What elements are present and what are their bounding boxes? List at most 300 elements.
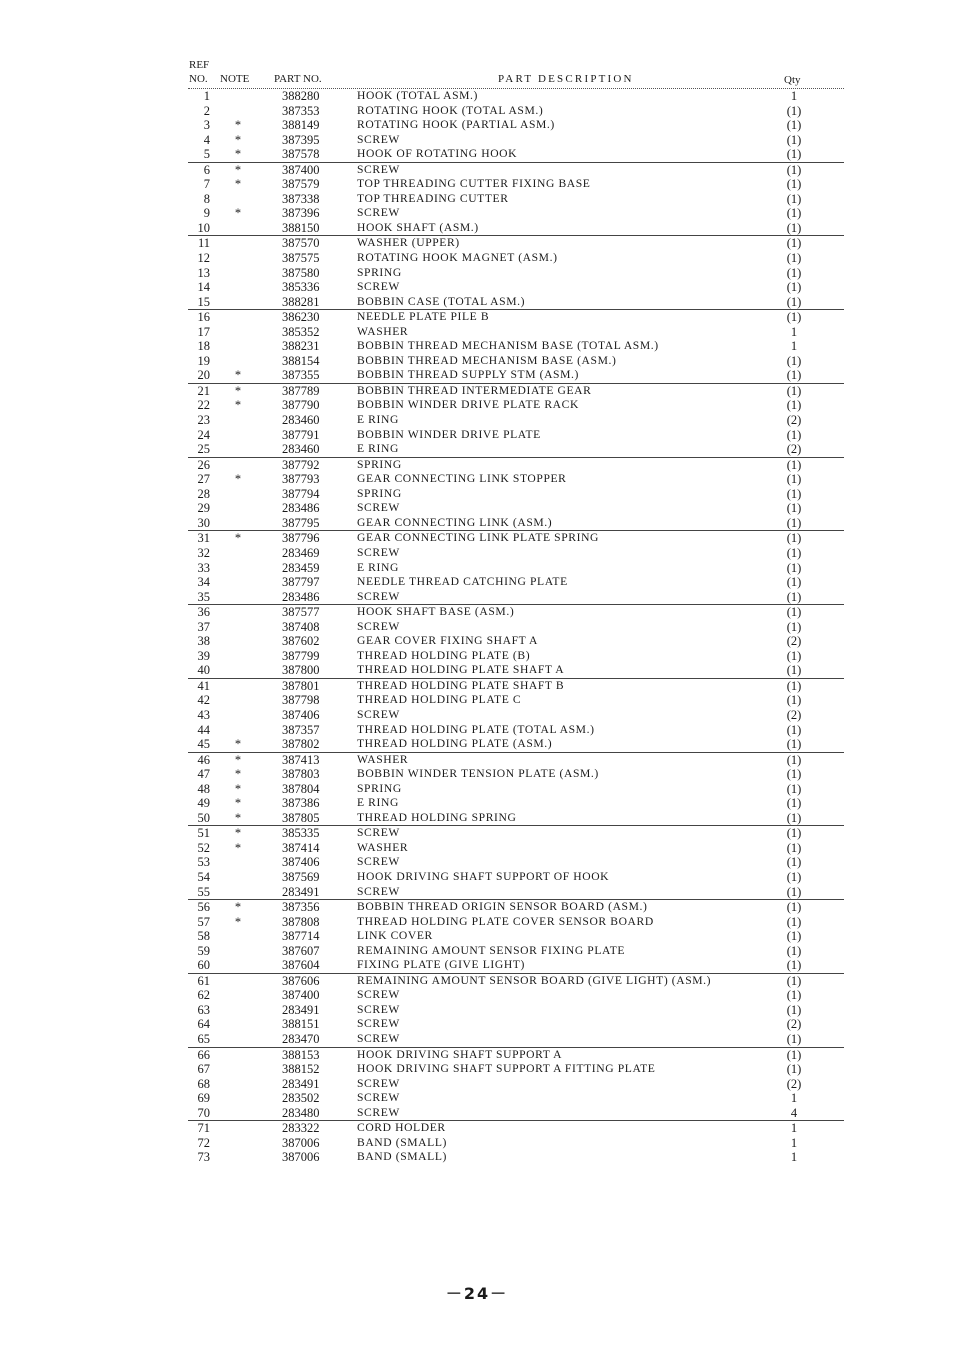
ref-number: 3 <box>203 118 210 133</box>
part-number: 283322 <box>282 1121 320 1136</box>
ref-number: 61 <box>197 973 210 988</box>
table-row <box>188 929 844 944</box>
ref-number: 41 <box>197 678 210 693</box>
part-number: 283486 <box>282 589 320 604</box>
part-number: 387357 <box>282 722 320 737</box>
quantity: (1) <box>786 943 802 958</box>
quantity: (1) <box>786 767 802 782</box>
quantity: (1) <box>786 988 802 1003</box>
part-number: 387579 <box>282 177 320 192</box>
parts-list-table <box>188 58 844 1165</box>
part-description: BAND (SMALL) <box>357 1150 447 1164</box>
part-description: E RING <box>357 442 399 456</box>
part-description: SCREW <box>357 280 400 294</box>
ref-number: 55 <box>197 884 210 899</box>
page-number: －24－ <box>445 1284 509 1303</box>
note-mark: * <box>234 531 242 546</box>
part-description: SPRING <box>357 457 402 471</box>
part-description: E RING <box>357 560 399 574</box>
note-mark: * <box>234 781 242 796</box>
part-description: HOOK DRIVING SHAFT SUPPORT OF HOOK <box>357 869 610 883</box>
ref-number: 19 <box>197 353 210 368</box>
ref-number: 4 <box>203 132 210 147</box>
part-number: 387353 <box>282 103 320 118</box>
part-description: REMAINING AMOUNT SENSOR BOARD (GIVE LIGHT) (ASM.) <box>357 973 712 987</box>
ref-number: 72 <box>197 1135 210 1150</box>
part-description: NEEDLE THREAD CATCHING PLATE <box>357 575 568 589</box>
ref-number: 53 <box>197 855 210 870</box>
table-row <box>188 325 844 340</box>
part-number: 283491 <box>282 1076 320 1091</box>
table-row <box>188 988 844 1003</box>
ref-number: 28 <box>197 486 210 501</box>
part-description: SCREW <box>357 206 400 220</box>
ref-number: 73 <box>197 1150 210 1165</box>
part-description: SCREW <box>357 589 400 603</box>
part-description: THREAD HOLDING PLATE COVER SENSOR BOARD <box>357 914 654 928</box>
note-mark: * <box>234 132 242 147</box>
quantity: (1) <box>786 220 802 235</box>
note-mark: * <box>234 914 242 929</box>
table-row <box>188 310 844 325</box>
table-row <box>188 280 844 295</box>
table-row <box>188 841 844 856</box>
part-description: BOBBIN THREAD MECHANISM BASE (TOTAL ASM.) <box>357 339 659 353</box>
quantity: (1) <box>786 457 802 472</box>
quantity: (1) <box>786 206 802 221</box>
part-description: THREAD HOLDING PLATE (B) <box>357 648 531 662</box>
part-number: 385335 <box>282 826 320 841</box>
ref-number: 35 <box>197 589 210 604</box>
quantity: (1) <box>786 752 802 767</box>
part-number: 387406 <box>282 855 320 870</box>
table-row <box>188 384 844 399</box>
quantity: (1) <box>786 118 802 133</box>
table-row <box>188 663 844 679</box>
part-description: LINK COVER <box>357 929 433 943</box>
ref-number: 65 <box>197 1032 210 1046</box>
table-row <box>188 737 844 753</box>
table-row <box>188 1048 844 1063</box>
table-row <box>188 958 844 974</box>
part-number: 385352 <box>282 324 320 339</box>
quantity: 1 <box>790 1135 798 1150</box>
ref-number: 39 <box>197 648 210 663</box>
quantity: (1) <box>786 191 802 206</box>
part-description: TOP THREADING CUTTER FIXING BASE <box>357 177 591 191</box>
part-number: 387801 <box>282 678 320 693</box>
part-description: HOOK DRIVING SHAFT SUPPORT A <box>357 1047 563 1061</box>
quantity: (1) <box>786 810 802 825</box>
table-row <box>188 487 844 502</box>
part-number: 387795 <box>282 515 320 530</box>
quantity: (1) <box>786 855 802 870</box>
table-row <box>188 1003 844 1018</box>
part-description: GEAR CONNECTING LINK (ASM.) <box>357 515 553 529</box>
ref-number: 31 <box>197 531 210 546</box>
quantity: (1) <box>786 251 802 266</box>
table-row <box>188 1091 844 1106</box>
part-number: 388280 <box>282 89 320 103</box>
table-row <box>188 605 844 620</box>
ref-number: 8 <box>203 191 210 206</box>
ref-number: 34 <box>197 575 210 590</box>
table-row <box>188 413 844 428</box>
note-mark: * <box>234 900 242 915</box>
ref-number: 26 <box>197 457 210 472</box>
part-number: 283460 <box>282 442 320 457</box>
ref-number: 7 <box>203 177 210 192</box>
part-description: WASHER <box>357 752 409 766</box>
table-header <box>188 58 844 89</box>
quantity: (2) <box>786 1076 802 1091</box>
part-description: NEEDLE PLATE PILE B <box>357 310 490 324</box>
part-number: 387799 <box>282 648 320 663</box>
note-mark: * <box>234 398 242 413</box>
part-description: SCREW <box>357 1032 400 1045</box>
table-row <box>188 561 844 576</box>
ref-number: 68 <box>197 1076 210 1091</box>
note-mark: * <box>234 767 242 782</box>
quantity: (1) <box>786 353 802 368</box>
part-number: 283480 <box>282 1105 320 1120</box>
table-row <box>188 870 844 885</box>
part-description: WASHER (UPPER) <box>357 236 460 250</box>
ref-number: 33 <box>197 560 210 575</box>
ref-number: 6 <box>203 162 210 177</box>
ref-number: 47 <box>197 767 210 782</box>
quantity: (1) <box>786 663 802 678</box>
part-number: 387604 <box>282 958 320 973</box>
part-number: 388151 <box>282 1017 320 1032</box>
part-description: BOBBIN WINDER DRIVE PLATE <box>357 427 541 441</box>
quantity: (1) <box>786 472 802 487</box>
part-number: 387802 <box>282 737 320 752</box>
table-row <box>188 206 844 221</box>
part-description: GEAR CONNECTING LINK PLATE SPRING <box>357 531 600 545</box>
part-number: 387356 <box>282 900 320 915</box>
quantity: (2) <box>786 413 802 428</box>
table-row <box>188 855 844 870</box>
part-number: 387006 <box>282 1135 320 1150</box>
note-mark: * <box>234 826 242 841</box>
part-description: THREAD HOLDING SPRING <box>357 810 517 824</box>
table-row <box>188 192 844 207</box>
quantity: (1) <box>786 869 802 884</box>
ref-number: 12 <box>197 251 210 266</box>
ref-number: 56 <box>197 900 210 915</box>
quantity: 1 <box>790 339 798 354</box>
part-number: 387575 <box>282 251 320 266</box>
quantity: (1) <box>786 162 802 177</box>
quantity: 1 <box>790 1150 798 1165</box>
part-description: THREAD HOLDING PLATE (ASM.) <box>357 737 553 751</box>
part-number: 387606 <box>282 973 320 988</box>
part-description: WASHER <box>357 840 409 854</box>
quantity: (1) <box>786 958 802 973</box>
part-number: 387805 <box>282 810 320 825</box>
table-row <box>188 236 844 251</box>
ref-number: 51 <box>197 826 210 841</box>
quantity: (2) <box>786 442 802 457</box>
ref-number: 40 <box>197 663 210 678</box>
quantity: (1) <box>786 914 802 929</box>
part-description: SCREW <box>357 132 400 146</box>
table-row <box>188 767 844 782</box>
part-description: SCREW <box>357 988 400 1002</box>
part-description: FIXING PLATE (GIVE LIGHT) <box>357 958 525 972</box>
ref-number: 44 <box>197 722 210 737</box>
ref-number: 66 <box>197 1047 210 1062</box>
part-description: HOOK (TOTAL ASM.) <box>357 89 479 102</box>
table-row <box>188 723 844 738</box>
quantity: (1) <box>786 427 802 442</box>
ref-number: 10 <box>197 220 210 235</box>
part-description: SCREW <box>357 1105 400 1119</box>
ref-number: 29 <box>197 501 210 516</box>
table-row <box>188 428 844 443</box>
part-description: SPRING <box>357 265 402 279</box>
quantity: (1) <box>786 619 802 634</box>
quantity: (1) <box>786 1032 802 1046</box>
table-row <box>188 295 844 311</box>
note-mark: * <box>234 752 242 767</box>
part-description: BOBBIN WINDER DRIVE PLATE RACK <box>357 398 579 412</box>
table-row <box>188 251 844 266</box>
table-row <box>188 915 844 930</box>
ref-number: 57 <box>197 914 210 929</box>
part-description: SCREW <box>357 619 400 633</box>
part-description: SCREW <box>357 1002 400 1016</box>
quantity: (1) <box>786 368 802 383</box>
part-description: GEAR COVER FIXING SHAFT A <box>357 634 538 648</box>
table-row <box>188 531 844 546</box>
part-number: 387794 <box>282 486 320 501</box>
table-row <box>188 177 844 192</box>
part-description: CORD HOLDER <box>357 1121 446 1135</box>
quantity: (1) <box>786 781 802 796</box>
table-row <box>188 575 844 590</box>
part-number: 388153 <box>282 1047 320 1062</box>
part-description: SPRING <box>357 486 402 500</box>
quantity: (1) <box>786 132 802 147</box>
part-description: BOBBIN THREAD MECHANISM BASE (ASM.) <box>357 353 617 367</box>
table-row <box>188 354 844 369</box>
header-ref-line1: REF <box>189 59 210 71</box>
table-row <box>188 118 844 133</box>
table-row <box>188 398 844 413</box>
part-description: HOOK SHAFT BASE (ASM.) <box>357 605 515 619</box>
part-number: 387396 <box>282 206 320 221</box>
part-number: 388152 <box>282 1062 320 1077</box>
part-description: HOOK OF ROTATING HOOK <box>357 147 518 161</box>
part-number: 283502 <box>282 1091 320 1106</box>
table-row <box>188 442 844 458</box>
quantity: 1 <box>790 89 798 103</box>
part-description: SCREW <box>357 826 400 840</box>
part-description: HOOK SHAFT (ASM.) <box>357 220 479 234</box>
part-number: 388231 <box>282 339 320 354</box>
quantity: (1) <box>786 147 802 162</box>
table-row <box>188 1017 844 1032</box>
ref-number: 45 <box>197 737 210 752</box>
quantity: (1) <box>786 515 802 530</box>
part-description: BOBBIN CASE (TOTAL ASM.) <box>357 294 526 308</box>
ref-number: 21 <box>197 383 210 398</box>
part-number: 283491 <box>282 1002 320 1017</box>
quantity: 1 <box>790 1091 798 1106</box>
note-mark: * <box>234 472 242 487</box>
part-description: E RING <box>357 413 399 427</box>
quantity: 1 <box>790 324 798 339</box>
part-description: SCREW <box>357 1091 400 1105</box>
ref-number: 24 <box>197 427 210 442</box>
part-number: 387386 <box>282 796 320 811</box>
part-number: 283459 <box>282 560 320 575</box>
ref-number: 16 <box>197 310 210 325</box>
ref-number: 46 <box>197 752 210 767</box>
ref-number: 42 <box>197 693 210 708</box>
part-number: 387792 <box>282 457 320 472</box>
part-number: 387006 <box>282 1150 320 1165</box>
table-row <box>188 1106 844 1122</box>
ref-number: 17 <box>197 324 210 339</box>
part-number: 387338 <box>282 191 320 206</box>
part-number: 387414 <box>282 840 320 855</box>
quantity: (1) <box>786 589 802 604</box>
part-number: 387798 <box>282 693 320 708</box>
part-number: 387797 <box>282 575 320 590</box>
part-number: 385336 <box>282 280 320 295</box>
quantity: (1) <box>786 310 802 325</box>
quantity: (1) <box>786 177 802 192</box>
table-row <box>188 634 844 649</box>
ref-number: 14 <box>197 280 210 295</box>
quantity: (1) <box>786 236 802 251</box>
quantity: (1) <box>786 1002 802 1017</box>
ref-number: 36 <box>197 605 210 620</box>
table-row <box>188 1121 844 1136</box>
quantity: (1) <box>786 560 802 575</box>
note-mark: * <box>234 840 242 855</box>
part-description: SCREW <box>357 1017 400 1031</box>
table-row <box>188 546 844 561</box>
ref-number: 30 <box>197 515 210 530</box>
ref-number: 52 <box>197 840 210 855</box>
ref-number: 50 <box>197 810 210 825</box>
part-description: SCREW <box>357 545 400 559</box>
quantity: 1 <box>790 1121 798 1136</box>
quantity: (1) <box>786 973 802 988</box>
table-row <box>188 221 844 237</box>
part-number: 386230 <box>282 310 320 325</box>
quantity: (1) <box>786 605 802 620</box>
part-description: GEAR CONNECTING LINK STOPPER <box>357 472 567 486</box>
quantity: (1) <box>786 280 802 295</box>
quantity: (1) <box>786 383 802 398</box>
quantity: (1) <box>786 900 802 915</box>
part-description: SCREW <box>357 1076 400 1090</box>
quantity: (1) <box>786 398 802 413</box>
ref-number: 59 <box>197 943 210 958</box>
part-description: HOOK DRIVING SHAFT SUPPORT A FITTING PLATE <box>357 1062 656 1076</box>
part-number: 387570 <box>282 236 320 251</box>
ref-number: 5 <box>203 147 210 162</box>
part-number: 387804 <box>282 781 320 796</box>
table-row <box>188 516 844 532</box>
part-number: 387413 <box>282 752 320 767</box>
part-number: 387355 <box>282 368 320 383</box>
table-row <box>188 796 844 811</box>
table-row <box>188 782 844 797</box>
part-description: BOBBIN WINDER TENSION PLATE (ASM.) <box>357 767 599 781</box>
table-row <box>188 944 844 959</box>
ref-number: 9 <box>203 206 210 221</box>
header-part-no: PART NO. <box>274 73 322 85</box>
quantity: (2) <box>786 707 802 722</box>
ref-number: 64 <box>197 1017 210 1032</box>
part-description: BOBBIN THREAD INTERMEDIATE GEAR <box>357 383 592 397</box>
table-row <box>188 472 844 487</box>
part-number: 387408 <box>282 619 320 634</box>
table-row <box>188 1062 844 1077</box>
quantity: 4 <box>790 1105 798 1120</box>
part-description: SCREW <box>357 707 400 721</box>
table-row <box>188 163 844 178</box>
table-row <box>188 679 844 694</box>
quantity: (1) <box>786 648 802 663</box>
part-number: 388281 <box>282 294 320 309</box>
header-note: NOTE <box>220 73 250 85</box>
quantity: (2) <box>786 1017 802 1032</box>
ref-number: 2 <box>203 103 210 118</box>
table-row <box>188 974 844 989</box>
table-row <box>188 1032 844 1048</box>
quantity: (1) <box>786 103 802 118</box>
table-row <box>188 708 844 723</box>
table-row <box>188 1150 844 1165</box>
table-row <box>188 753 844 768</box>
quantity: (1) <box>786 826 802 841</box>
quantity: (1) <box>786 678 802 693</box>
part-number: 387789 <box>282 383 320 398</box>
part-description: SCREW <box>357 162 400 176</box>
part-description: ROTATING HOOK MAGNET (ASM.) <box>357 251 558 265</box>
ref-number: 49 <box>197 796 210 811</box>
ref-number: 54 <box>197 869 210 884</box>
table-row <box>188 458 844 473</box>
part-number: 387790 <box>282 398 320 413</box>
quantity: (1) <box>786 1062 802 1077</box>
part-description: THREAD HOLDING PLATE SHAFT A <box>357 663 565 677</box>
ref-number: 60 <box>197 958 210 973</box>
part-description: WASHER <box>357 324 409 338</box>
note-mark: * <box>234 118 242 133</box>
ref-number: 38 <box>197 634 210 649</box>
quantity: (1) <box>786 722 802 737</box>
quantity: (1) <box>786 575 802 590</box>
ref-number: 11 <box>197 236 210 251</box>
ref-number: 62 <box>197 988 210 1003</box>
note-mark: * <box>234 206 242 221</box>
quantity: (1) <box>786 693 802 708</box>
quantity: (1) <box>786 265 802 280</box>
part-number: 387803 <box>282 767 320 782</box>
part-number: 387406 <box>282 707 320 722</box>
table-row <box>188 649 844 664</box>
part-number: 387607 <box>282 943 320 958</box>
part-description: BOBBIN THREAD SUPPLY STM (ASM.) <box>357 368 579 382</box>
